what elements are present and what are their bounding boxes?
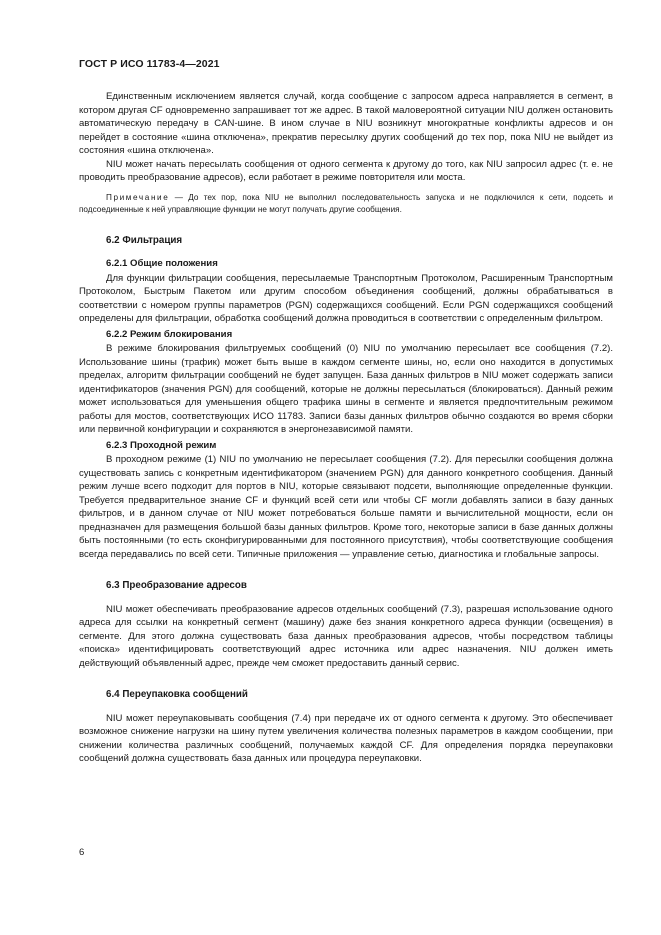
section-6-2-2-text: В режиме блокирования фильтруемых сообщений (0) NIU по умолчанию пересылает все сообщения (7.2). Использование шины (трафик) может быть выше в каждом сегменте шины, но, если оно находится в допустимых пределах, алгоритм фильтрации сообщений не будет запущен. База данных фильтров в NIU может содержать записи идентификаторов (значения PGN) для сообщений, которые не должны пересылаться (блокироваться). Данный режим может использоваться для уменьшения общего трафика шины в сегменте и является предпочтительным режимом работы для мостов, соответствующих ИСО 11783. Записи базы данных фильтров обычно создаются во время сборки или первичной конфигурации и сохраняются в энергонезависимой памяти. bbox=[79, 343, 613, 435]
section-6-4-text: NIU может переупаковывать сообщения (7.4) при передаче их от одного сегмента к другому. Это обеспечивает возможное снижение нагрузки на шину путем увеличения количества полезных параметров в каждом сообщении, при снижении количества различных сообщений, получаемых каждой CF. Для определения порядка переупаковки сообщений должна существовать база данных или процедура переупаковки. bbox=[79, 712, 613, 764]
section-6-2-3-title: 6.2.3 Проходной режим bbox=[106, 439, 217, 451]
section-6-2-1-title: 6.2.1 Общие положения bbox=[106, 258, 218, 269]
note-label: Примечание bbox=[106, 192, 170, 202]
note bbox=[79, 192, 613, 216]
running-header: ГОСТ Р ИСО 11783-4—2021 bbox=[79, 58, 220, 70]
intro-paragraph-1: Единственным исключением является случай, когда сообщение с запросом адреса направляется в сегмент, в котором другая CF одновременно запрашивает тот же адрес. В такой маловероятной ситуации NIU должен остановить автоматическую передачу в CAN-шине. В ином случае в NIU возникнут многократные конфликты адресов и он перейдет в состояние «шина отключена», прекратив пересылку других сообщений до тех пор, пока NIU не выйдет из состояния «шина отключена». bbox=[79, 91, 613, 156]
section-6-3-title: 6.3 Преобразование адресов bbox=[106, 580, 247, 591]
section-6-2-3-text: В проходном режиме (1) NIU по умолчанию не пересылает сообщения (7.2). Для пересылки сообщения должна существовать запись с конкретным идентификатором (значением PGN) для данного конкретного сообщения. Данный режим лучше всего подходит для портов в NIU, которые связывают подсети, выполняющие определенные функции. Требуется предварительное знание CF и функций всей сети или чтобы CF могли добавлять записи в базу данных фильтров, и в данном случае от NIU может потребоваться больше памяти и вычислительной мощности, если он предназначен для размещения большой базы данных фильтров. Кроме того, некоторые записи в базе данных должны быть постоянными (то есть сконфигурированными для постоянного присутствия), чтобы соответствующие сообщения всегда передавались по всей сети. Типичные приложения — управление сетью, диагностика и глобальные запросы. bbox=[79, 454, 613, 560]
section-6-2-2-title: 6.2.2 Режим блокирования bbox=[106, 328, 233, 340]
note-text: — До тех пор, пока NIU не выполнил последовательность запуска и не подключился к сети, подсеть и подсоединенные к ней управляющие функции не могут получать другие сообщения. bbox=[79, 192, 613, 214]
section-6-2-1-text: Для функции фильтрации сообщения, пересылаемые Транспортным Протоколом, Расширенным Транспортным Протоколом, Быстрым Пакетом или другим способом объединения сообщений, должны обрабатываться в соответствии с номером группы параметров (PGN) содержащихся сообщений. Если PGN содержащихся сообщений определены для фильтрации, обработка сообщений должна проводиться в соответствии с определенным фильтром. bbox=[79, 272, 613, 324]
section-6-2-title: 6.2 Фильтрация bbox=[106, 234, 183, 246]
section-6-4-title: 6.4 Переупаковка сообщений bbox=[106, 689, 248, 700]
page-number: 6 bbox=[79, 847, 85, 858]
intro-paragraph-2: NIU может начать пересылать сообщения от одного сегмента к другому до того, как NIU запросил адрес (т. е. не проводить преобразование адресов), если работает в режиме повторителя или моста. bbox=[79, 158, 613, 183]
page-body bbox=[79, 90, 613, 766]
section-6-3-text: NIU может обеспечивать преобразование адресов отдельных сообщений (7.3), разрешая использование одного адреса для ссылки на конкретный сегмент (машину) даже без знания конкретного адреса функции (освещения) в сегменте. Для этого должна существовать база данных преобразования адресов, чтобы посредством таблицы «поиска» идентифицировать соответствующий адрес источника или адрес назначения. NIU должен иметь действующий объявленный адрес, прежде чем сможет предоставить данный сервис. bbox=[79, 603, 613, 669]
